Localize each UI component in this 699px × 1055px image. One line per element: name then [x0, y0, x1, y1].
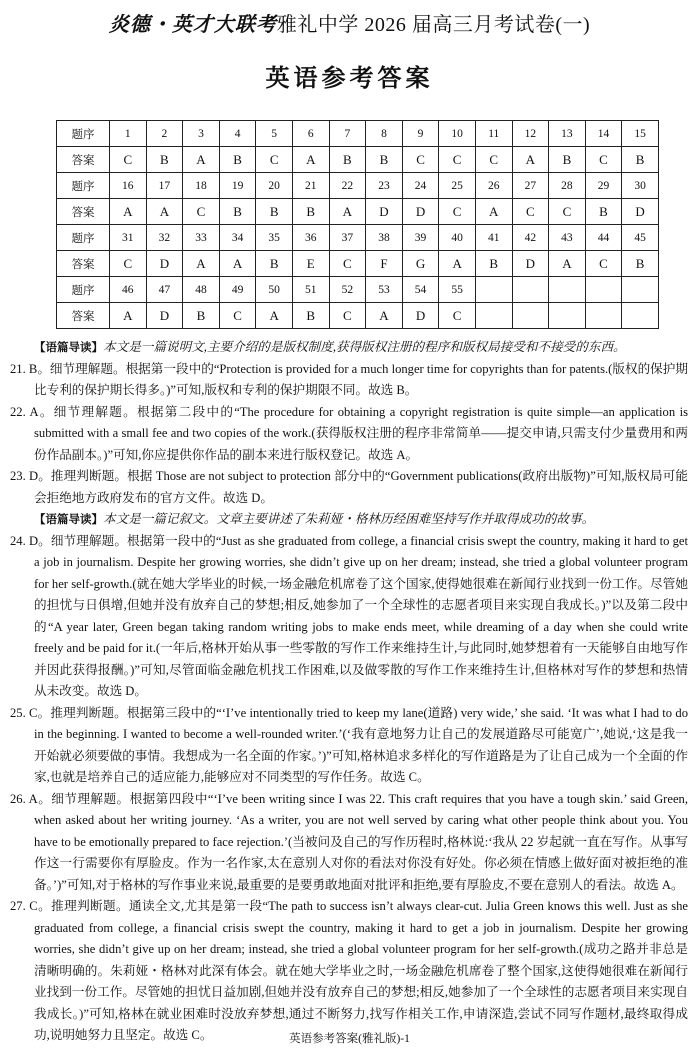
- question-number-cell: 5: [256, 121, 293, 147]
- explanation-item: 22. A。细节理解题。根据第二段中的“The procedure for obtaining a copyright registration is quite simple—an application is submitted with a small fee and two copies of the work.(获得版权注册的程序非常简单——提交申请,只需支付少量费用和两份作品副本。)”可知,你应提供你作品的副本来进行版权登记。故选 A。: [10, 404, 688, 462]
- explanations: [10, 337, 688, 1047]
- answer-cell: C: [439, 303, 476, 329]
- row-label: 答案: [57, 199, 110, 225]
- question-number-cell: 15: [622, 121, 659, 147]
- question-number-cell: 51: [292, 277, 329, 303]
- explanation-item: 25. C。推理判断题。根据第三段中的“‘I’ve intentionally tried to keep my lane(道路) very wide,’ she said. ‘It was what I had to do in the beginning. I wanted to become a well-rounded writer.’(‘我有意地努力让自己的发展道路尽可能宽广’,她说,‘这是我一开始就必须要做的事情。我想成为一名全面的作家。’)”可知,格林追求多样化的写作道路是为了让自己成为一个全面的作家,也就是培养自己的适应能力,能够应对不同类型的写作任务。故选 C。: [10, 705, 688, 784]
- question-number-cell: 3: [183, 121, 220, 147]
- answer-cell: D: [622, 199, 659, 225]
- question-number-cell: 20: [256, 173, 293, 199]
- answer-cell: C: [256, 147, 293, 173]
- answer-row: [57, 199, 659, 225]
- answer-cell: B: [146, 147, 183, 173]
- answer-cell: A: [512, 147, 549, 173]
- question-number-cell: 26: [475, 173, 512, 199]
- answer-cell: C: [329, 303, 366, 329]
- question-number-cell: 35: [256, 225, 293, 251]
- answer-cell: B: [329, 147, 366, 173]
- answer-cell: B: [622, 251, 659, 277]
- question-number-cell: 22: [329, 173, 366, 199]
- answer-cell: A: [329, 199, 366, 225]
- answer-cell: D: [512, 251, 549, 277]
- answer-cell: B: [219, 147, 256, 173]
- question-number-cell: 46: [110, 277, 147, 303]
- answer-cell: B: [549, 147, 586, 173]
- answer-cell: A: [292, 147, 329, 173]
- answer-cell: A: [366, 303, 403, 329]
- answer-cell: C: [110, 147, 147, 173]
- answer-cell: C: [475, 147, 512, 173]
- answer-cell: G: [402, 251, 439, 277]
- explanation-item: 24. D。细节理解题。根据第一段中的“Just as she graduated from college, a financial crisis swept the country, making it hard to get a job in journalism. Despite her growing worries, she didn’t give up on her dream; instead, she tried a global volunteer program for her self-growth.(就在她大学毕业的时候,一场金融危机席卷了这个国家,使得她很难在新闻行业找到一份工作。尽管她的担忧与日俱增,但她并没有放弃自己的梦想;相反,她参加了一个全球性的志愿者项目来实现自我成长。)”以及第二段中的“A year later, Green began taking random writing jobs to make ends meet, while dreaming of a day when she could write freely and be paid for it.(一年后,格林开始从事一些零散的写作工作来维持生计,与此同时,她梦想着有一天能够自由地写作并因此获得报酬。)”可知,尽管面临金融危机找工作困难,以及做零散的写作工作来维持生计,但格林对写作的梦想和热情从未改变。故选 D。: [10, 533, 688, 698]
- question-number-cell: 10: [439, 121, 476, 147]
- question-number-cell: [512, 277, 549, 303]
- question-number-row: [57, 225, 659, 251]
- question-number-cell: [585, 277, 622, 303]
- explanation-item: 27. C。推理判断题。通读全文,尤其是第一段“The path to success isn’t always clear-cut. Julia Green knows this well. Just as she graduated from college, a financial crisis swept the country, making it hard to get a job in journalism. Despite her growing worries, she didn’t give up on her dream; instead, she tried a global volunteer program for her self-growth.(成功之路并非总是清晰明确的。朱莉娅・格林对此深有体会。就在她大学毕业之时,一场金融危机席卷了整个国家,这使得她很难在新闻行业找到一份工作。尽管她的担忧日益加剧,但她并没有放弃自己的梦想;相反,她参加了一个全球性的志愿者项目来实现自我成长。)”可知,格林在就业困难时没放弃梦想,通过不断努力,找写作相关工作,申请深造,尝试不同写作题材,最终取得成功,说明她努力且坚定。故选 C。: [10, 899, 688, 1042]
- question-number-cell: 48: [183, 277, 220, 303]
- answer-cell: C: [329, 251, 366, 277]
- question-number-cell: 21: [292, 173, 329, 199]
- question-number-cell: 14: [585, 121, 622, 147]
- question-number-cell: 36: [292, 225, 329, 251]
- question-number-cell: 19: [219, 173, 256, 199]
- question-number-cell: 53: [366, 277, 403, 303]
- question-number-cell: 1: [110, 121, 147, 147]
- answer-cell: C: [110, 251, 147, 277]
- brand-name: 炎德・英才大联考: [108, 12, 277, 36]
- answer-cell: D: [402, 303, 439, 329]
- row-label: 题序: [57, 277, 110, 303]
- question-number-cell: 42: [512, 225, 549, 251]
- explanation-item: 23. D。推理判断题。根据 Those are not subject to protection 部分中的“Government publications(政府出版物)”可知,版权局可能会拒绝地方政府发布的官方文件。故选 D。: [10, 469, 688, 505]
- answer-cell: B: [256, 199, 293, 225]
- row-label: 答案: [57, 251, 110, 277]
- answer-cell: A: [183, 251, 220, 277]
- question-number-cell: 2: [146, 121, 183, 147]
- exam-name: 雅礼中学 2026 届高三月考试卷(一): [276, 14, 591, 36]
- question-number-cell: 49: [219, 277, 256, 303]
- answer-cell: A: [475, 199, 512, 225]
- answer-cell: D: [366, 199, 403, 225]
- answer-cell: D: [146, 251, 183, 277]
- answer-cell: C: [585, 147, 622, 173]
- answer-cell: C: [402, 147, 439, 173]
- question-number-cell: 33: [183, 225, 220, 251]
- question-number-cell: [622, 277, 659, 303]
- row-label: 题序: [57, 121, 110, 147]
- reading-guide: 【语篇导读】本文是一篇说明文,主要介绍的是版权制度,获得版权注册的程序和版权局接受和不接受的东西。: [34, 340, 626, 354]
- answer-cell: C: [439, 147, 476, 173]
- answer-cell: A: [549, 251, 586, 277]
- answer-table: [56, 120, 659, 329]
- question-number-cell: 17: [146, 173, 183, 199]
- question-number-cell: 31: [110, 225, 147, 251]
- question-number-cell: [549, 277, 586, 303]
- question-number-cell: 24: [402, 173, 439, 199]
- answer-cell: A: [146, 199, 183, 225]
- answer-cell: [549, 303, 586, 329]
- question-number-cell: 12: [512, 121, 549, 147]
- answer-cell: [475, 303, 512, 329]
- question-number-cell: 44: [585, 225, 622, 251]
- answer-cell: C: [219, 303, 256, 329]
- question-number-cell: 28: [549, 173, 586, 199]
- question-number-cell: 9: [402, 121, 439, 147]
- answer-cell: E: [292, 251, 329, 277]
- answer-cell: B: [256, 251, 293, 277]
- row-label: 答案: [57, 303, 110, 329]
- answer-cell: A: [110, 303, 147, 329]
- question-number-cell: 34: [219, 225, 256, 251]
- question-number-cell: 40: [439, 225, 476, 251]
- row-label: 题序: [57, 173, 110, 199]
- answer-cell: B: [219, 199, 256, 225]
- question-number-cell: 25: [439, 173, 476, 199]
- answer-cell: B: [366, 147, 403, 173]
- question-number-cell: 18: [183, 173, 220, 199]
- question-number-cell: 52: [329, 277, 366, 303]
- question-number-cell: 30: [622, 173, 659, 199]
- answer-cell: B: [292, 199, 329, 225]
- answer-cell: C: [183, 199, 220, 225]
- exam-header: [0, 8, 699, 37]
- answer-cell: B: [475, 251, 512, 277]
- answer-cell: B: [183, 303, 220, 329]
- question-number-cell: 54: [402, 277, 439, 303]
- question-number-row: [57, 121, 659, 147]
- question-number-cell: 7: [329, 121, 366, 147]
- question-number-cell: [475, 277, 512, 303]
- page-footer: 英语参考答案(雅礼版)-1: [289, 1033, 410, 1045]
- question-number-cell: 47: [146, 277, 183, 303]
- question-number-cell: 39: [402, 225, 439, 251]
- answer-cell: A: [110, 199, 147, 225]
- question-number-cell: 55: [439, 277, 476, 303]
- answer-row: [57, 303, 659, 329]
- question-number-cell: 6: [292, 121, 329, 147]
- answer-cell: A: [183, 147, 220, 173]
- answer-cell: B: [292, 303, 329, 329]
- answer-cell: F: [366, 251, 403, 277]
- answer-cell: A: [439, 251, 476, 277]
- question-number-cell: 11: [475, 121, 512, 147]
- question-number-cell: 16: [110, 173, 147, 199]
- question-number-cell: 13: [549, 121, 586, 147]
- explanation-item: 26. A。细节理解题。根据第四段中“‘I’ve been writing since I was 22. This craft requires that you have a tough skin.’ said Green, when asked about her writing journey. ‘As a writer, you are not well served by caring what other people think about you. You have to be emotionally prepared to face rejection.’(当被问及自己的写作历程时,格林说:‘我从 22 岁起就一直在写作。从事写作这一行需要你有厚脸皮。作为一名作家,太在意别人对你的看法对你没有好处。你必须在情感上做好面对被拒绝的准备。’)”可知,对于格林的写作事业来说,最重要的是要勇敢地面对批评和拒绝,要有厚脸皮,不要在意别人的看法。故选 A。: [10, 791, 688, 892]
- question-number-cell: 41: [475, 225, 512, 251]
- answer-cell: B: [622, 147, 659, 173]
- answer-cell: [512, 303, 549, 329]
- answer-cell: [622, 303, 659, 329]
- answer-cell: B: [585, 199, 622, 225]
- answer-cell: C: [439, 199, 476, 225]
- answer-cell: C: [512, 199, 549, 225]
- answer-cell: C: [585, 251, 622, 277]
- answer-row: [57, 147, 659, 173]
- answer-row: [57, 251, 659, 277]
- row-label: 答案: [57, 147, 110, 173]
- question-number-cell: 4: [219, 121, 256, 147]
- answer-cell: [585, 303, 622, 329]
- question-number-cell: 38: [366, 225, 403, 251]
- answer-cell: A: [256, 303, 293, 329]
- question-number-cell: 45: [622, 225, 659, 251]
- explanation-item: 21. B。细节理解题。根据第一段中的“Protection is provided for a much longer time for copyrights than for patents.(版权的保护期比专利的保护期长得多。)”可知,版权和专利的保护期限不同。故选 B。: [10, 361, 688, 397]
- row-label: 题序: [57, 225, 110, 251]
- question-number-cell: 27: [512, 173, 549, 199]
- question-number-row: [57, 277, 659, 303]
- answer-cell: D: [146, 303, 183, 329]
- reading-guide: 【语篇导读】本文是一篇记叙文。文章主要讲述了朱莉娅・格林历经困难坚持写作并取得成功的故事。: [34, 512, 595, 526]
- page-title: 英语参考答案: [265, 64, 434, 92]
- answer-cell: D: [402, 199, 439, 225]
- answer-cell: A: [219, 251, 256, 277]
- answer-cell: C: [549, 199, 586, 225]
- question-number-cell: 32: [146, 225, 183, 251]
- question-number-row: [57, 173, 659, 199]
- question-number-cell: 29: [585, 173, 622, 199]
- question-number-cell: 8: [366, 121, 403, 147]
- question-number-cell: 50: [256, 277, 293, 303]
- question-number-cell: 43: [549, 225, 586, 251]
- question-number-cell: 23: [366, 173, 403, 199]
- question-number-cell: 37: [329, 225, 366, 251]
